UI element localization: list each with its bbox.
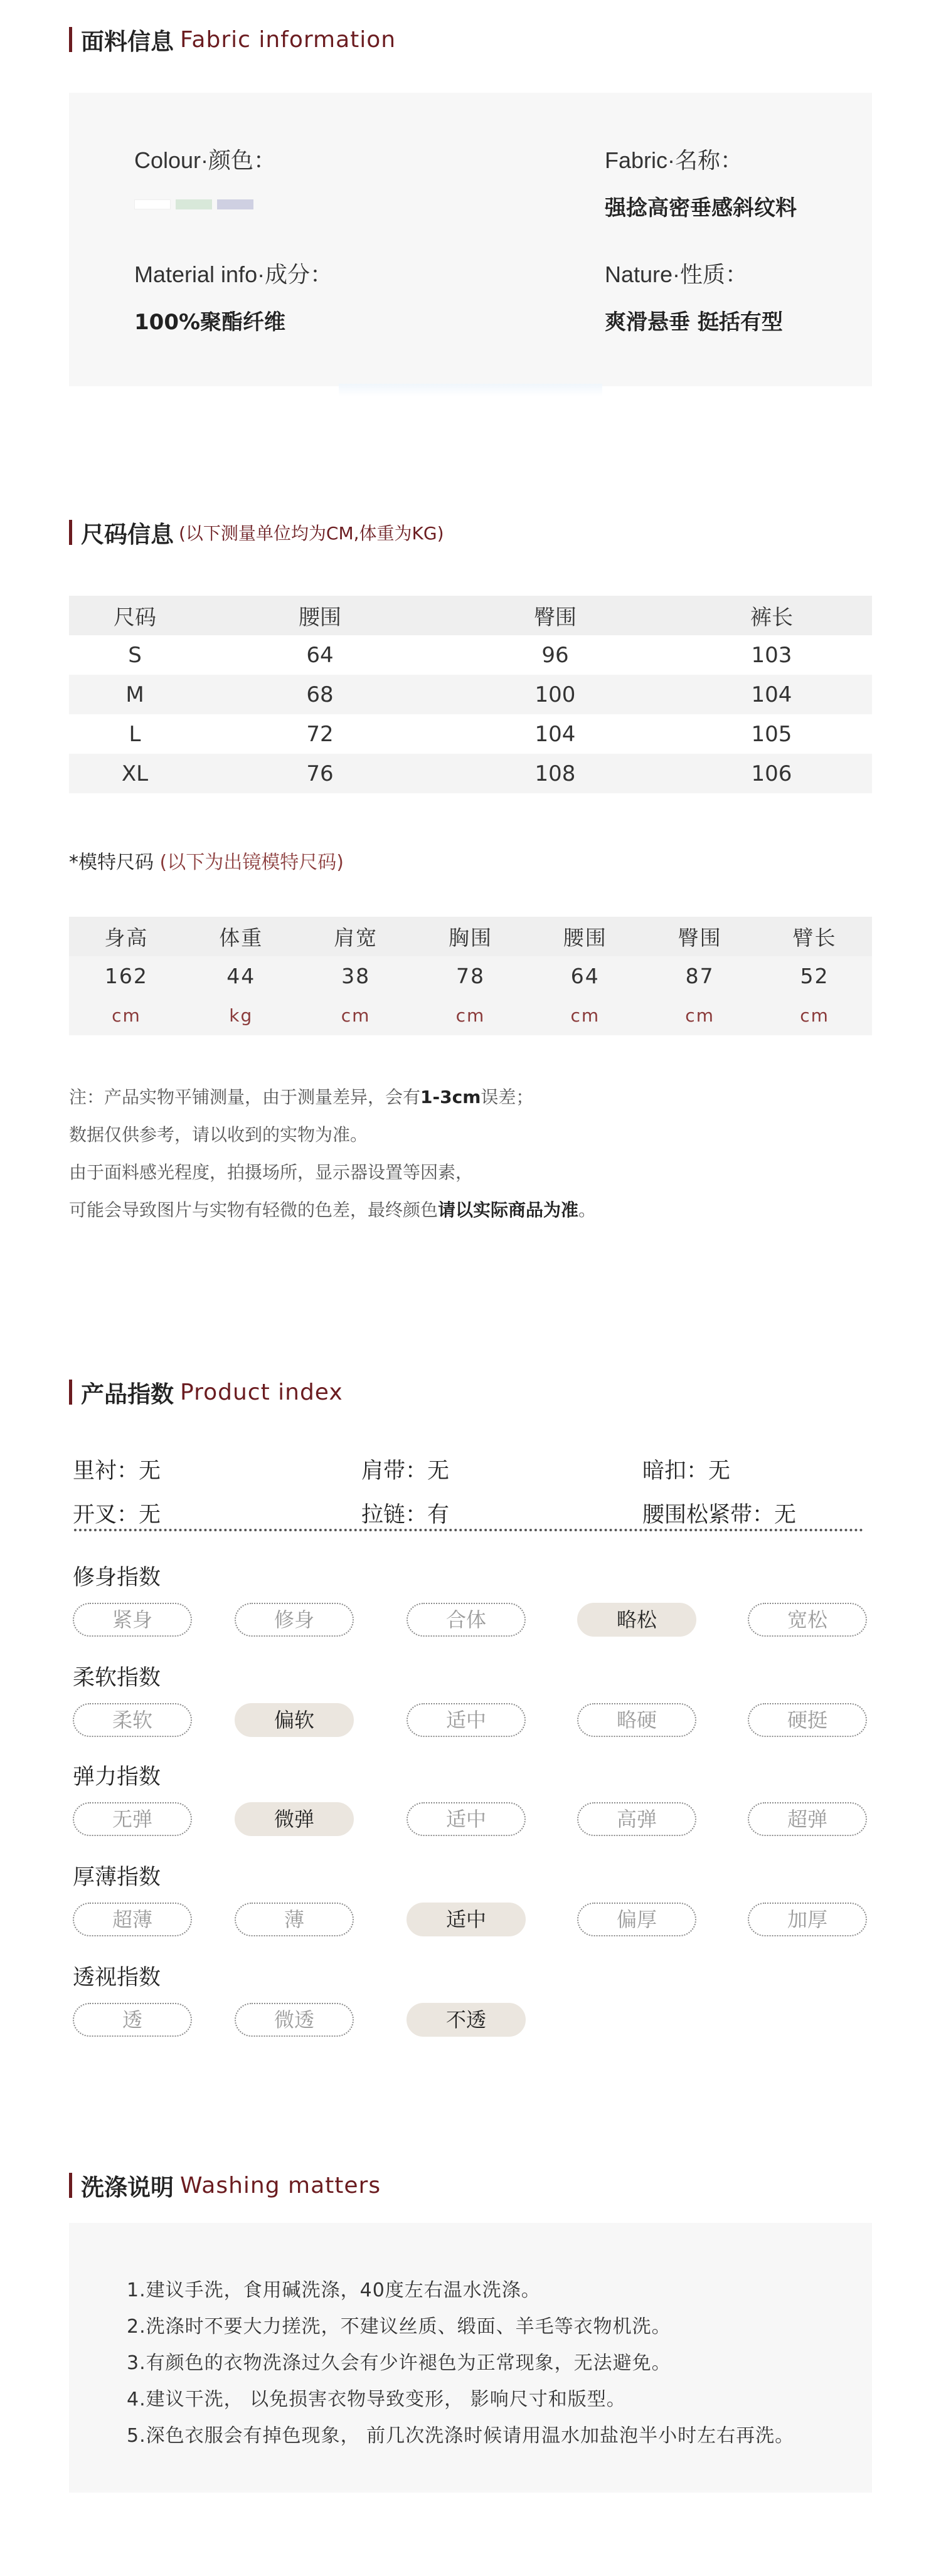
index-option-pill[interactable]: 超弹 — [748, 1802, 867, 1836]
washing-title-zh: 洗涤说明 — [81, 2174, 174, 2201]
model-value-cell: 64 — [528, 956, 642, 996]
model-value-cell: 78 — [413, 956, 528, 996]
model-size-title: *模特尺码 — [69, 852, 154, 874]
model-table — [69, 917, 872, 1035]
size-cell: 106 — [671, 754, 872, 793]
model-unit-cell: cm — [69, 996, 184, 1035]
fabric-section-title — [69, 25, 396, 54]
model-unit-cell: cm — [757, 996, 872, 1035]
index-option-pill[interactable]: 偏软 — [235, 1703, 354, 1737]
model-unit-cell: cm — [642, 996, 757, 1035]
size-cell: 103 — [671, 635, 872, 675]
size-table — [69, 596, 872, 793]
size-cell: 68 — [201, 675, 439, 714]
index-option-pill[interactable]: 略硬 — [577, 1703, 696, 1737]
index-option-pill[interactable]: 偏厚 — [577, 1903, 696, 1936]
note-line: 数据仅供参考，请以收到的实物为准。 — [69, 1124, 368, 1145]
title-bar — [69, 520, 72, 545]
size-cell: L — [69, 714, 201, 754]
wash-line: 1.建议手洗，食用碱洗涤，40度左右温水洗涤。 — [127, 2279, 541, 2301]
model-unit-cell: cm — [413, 996, 528, 1035]
dotted-divider — [74, 1529, 863, 1531]
size-table-header — [69, 596, 872, 635]
index-option-pill[interactable]: 微弹 — [235, 1802, 354, 1836]
size-cell: 64 — [201, 635, 439, 675]
material-value: 100%聚酯纤维 — [134, 310, 286, 335]
size-title-zh: 尺码信息 — [81, 521, 174, 548]
size-cell: XL — [69, 754, 201, 793]
index-option-pill[interactable]: 宽松 — [748, 1603, 867, 1637]
decorative-glow — [339, 384, 602, 396]
table-row — [69, 714, 872, 754]
model-size-label — [69, 847, 344, 874]
model-header-cell: 臂长 — [757, 917, 872, 956]
fabric-name-label: Fabric·名称： — [605, 147, 743, 173]
size-cell: 72 — [201, 714, 439, 754]
table-row — [69, 675, 872, 714]
washing-section-title — [69, 2171, 381, 2200]
model-value-cell: 44 — [184, 956, 299, 996]
model-value-cell: 162 — [69, 956, 184, 996]
size-section-title — [69, 518, 444, 547]
attr-elastic-waist: 腰围松紧带：无 — [642, 1502, 797, 1528]
index-label: 透视指数 — [73, 1965, 161, 1990]
colour-label: Colour·颜色： — [134, 147, 277, 173]
note-line: 由于面料感光程度，拍摄场所，显示器设置等因素， — [69, 1162, 474, 1183]
index-option-pill[interactable]: 无弹 — [73, 1802, 192, 1836]
model-header-cell: 身高 — [69, 917, 184, 956]
table-row — [69, 996, 872, 1035]
measurement-notes — [69, 1079, 596, 1229]
size-cell: 105 — [671, 714, 872, 754]
title-bar — [69, 1380, 72, 1405]
note-line: 注：产品实物平铺测量，由于测量差异，会有1-3cm误差； — [69, 1087, 534, 1107]
title-bar — [69, 2173, 72, 2198]
wash-line: 4.建议干洗， 以免损害衣物导致变形， 影响尺寸和版型。 — [127, 2389, 626, 2410]
model-size-note: (以下为出镜模特尺码) — [159, 852, 344, 874]
attr-slit: 开叉：无 — [73, 1502, 161, 1528]
size-header-cell: 尺码 — [69, 596, 201, 635]
material-label: Material info·成分： — [134, 261, 333, 287]
model-unit-cell: cm — [528, 996, 642, 1035]
size-cell: S — [69, 635, 201, 675]
attr-strap: 肩带：无 — [361, 1459, 450, 1484]
index-option-pill[interactable]: 合体 — [407, 1603, 526, 1637]
index-label: 柔软指数 — [73, 1665, 161, 1691]
fabric-title-zh: 面料信息 — [81, 28, 174, 55]
nature-value: 爽滑悬垂 挺括有型 — [605, 310, 783, 335]
product-index-title-zh: 产品指数 — [81, 1381, 174, 1408]
index-option-pill[interactable]: 修身 — [235, 1603, 354, 1637]
model-header-cell: 肩宽 — [299, 917, 413, 956]
table-row — [69, 956, 872, 996]
table-row — [69, 635, 872, 675]
index-label: 弹力指数 — [73, 1765, 161, 1790]
index-option-pill[interactable]: 紧身 — [73, 1603, 192, 1637]
index-option-pill[interactable]: 加厚 — [748, 1903, 867, 1936]
size-header-cell: 臀围 — [439, 596, 671, 635]
product-index-title-en: Product index — [180, 1379, 343, 1405]
attr-hidden-button: 暗扣：无 — [642, 1459, 731, 1484]
colour-swatch-green[interactable] — [176, 199, 212, 209]
index-option-pill[interactable]: 柔软 — [73, 1703, 192, 1737]
model-header-cell: 体重 — [184, 917, 299, 956]
index-option-pill[interactable]: 适中 — [407, 1802, 526, 1836]
size-cell: M — [69, 675, 201, 714]
size-cell: 104 — [671, 675, 872, 714]
size-cell: 76 — [201, 754, 439, 793]
index-option-pill[interactable]: 适中 — [407, 1903, 526, 1936]
attr-zipper: 拉链：有 — [361, 1502, 450, 1528]
model-value-cell: 52 — [757, 956, 872, 996]
wash-line: 5.深色衣服会有掉色现象， 前几次洗涤时候请用温水加盐泡半小时左右再洗。 — [127, 2425, 795, 2447]
fabric-info-box — [69, 93, 872, 386]
attr-lining: 里衬：无 — [73, 1459, 161, 1484]
size-header-cell: 腰围 — [201, 596, 439, 635]
colour-swatch-white[interactable] — [134, 199, 171, 209]
nature-label: Nature·性质： — [605, 261, 748, 287]
model-value-cell: 87 — [642, 956, 757, 996]
fabric-name-value: 强捻高密垂感斜纹料 — [605, 196, 797, 221]
index-option-pill[interactable]: 高弹 — [577, 1802, 696, 1836]
index-option-pill[interactable]: 硬挺 — [748, 1703, 867, 1737]
size-cell: 108 — [439, 754, 671, 793]
size-cell: 100 — [439, 675, 671, 714]
model-header-cell: 臀围 — [642, 917, 757, 956]
colour-swatches — [134, 199, 253, 209]
title-bar — [69, 27, 72, 52]
index-option-pill[interactable]: 薄 — [235, 1903, 354, 1936]
model-table-header — [69, 917, 872, 956]
index-option-pill[interactable]: 微透 — [235, 2003, 354, 2037]
index-label: 厚薄指数 — [73, 1865, 161, 1890]
index-label: 修身指数 — [73, 1565, 161, 1590]
size-cell: 96 — [439, 635, 671, 675]
model-header-cell: 胸围 — [413, 917, 528, 956]
size-subtitle: (以下测量单位均为CM,体重为KG) — [179, 523, 444, 544]
model-header-cell: 腰围 — [528, 917, 642, 956]
size-header-cell: 裤长 — [671, 596, 872, 635]
model-value-cell: 38 — [299, 956, 413, 996]
model-unit-cell: kg — [184, 996, 299, 1035]
index-option-pill[interactable]: 透 — [73, 2003, 192, 2037]
wash-line: 2.洗涤时不要大力搓洗，不建议丝质、缎面、羊毛等衣物机洗。 — [127, 2316, 671, 2338]
note-line: 可能会导致图片与实物有轻微的色差，最终颜色请以实际商品为准。 — [69, 1200, 597, 1220]
colour-swatch-purple[interactable] — [217, 199, 253, 209]
fabric-title-en: Fabric information — [180, 26, 396, 53]
index-option-pill[interactable]: 适中 — [407, 1703, 526, 1737]
model-unit-cell: cm — [299, 996, 413, 1035]
wash-line: 3.有颜色的衣物洗涤过久会有少许褪色为正常现象，无法避免。 — [127, 2352, 671, 2374]
washing-box — [69, 2223, 872, 2493]
product-index-title — [69, 1378, 343, 1407]
index-option-pill[interactable]: 超薄 — [73, 1903, 192, 1936]
size-cell: 104 — [439, 714, 671, 754]
table-row — [69, 754, 872, 793]
washing-title-en: Washing matters — [180, 2172, 381, 2199]
index-option-pill[interactable]: 略松 — [577, 1603, 696, 1637]
index-option-pill[interactable]: 不透 — [407, 2003, 526, 2037]
